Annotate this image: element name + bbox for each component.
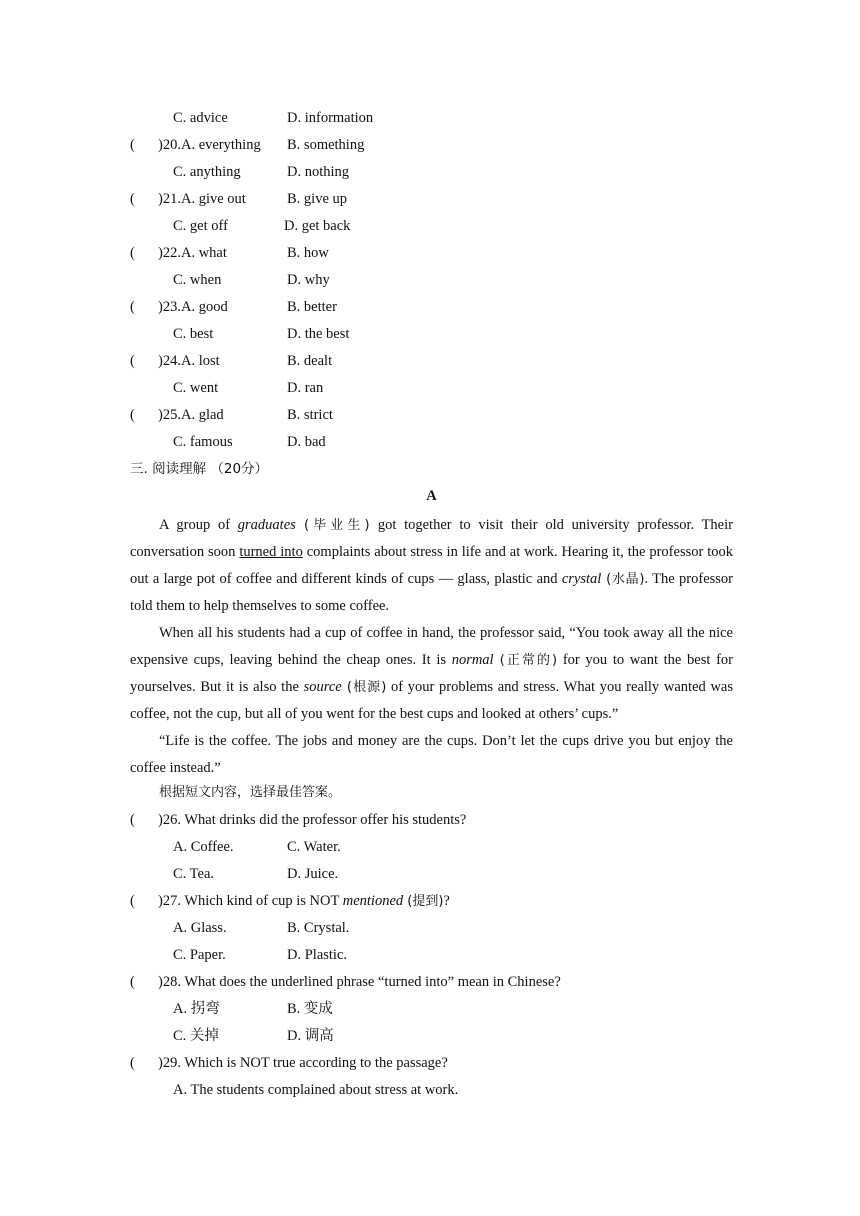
option-d: D. Plastic.: [287, 947, 348, 963]
option-b: C. Water.: [287, 839, 341, 855]
option-d: D. information: [287, 110, 374, 126]
option-a: A. glad: [180, 407, 224, 423]
question-24: [130, 350, 733, 377]
emphasized-word: graduates: [237, 517, 296, 533]
option-c: C. best: [173, 326, 214, 342]
option-c: C. advice: [173, 110, 228, 126]
question-25-options-cd: [130, 431, 733, 458]
option-a: A. lost: [180, 353, 220, 369]
option-a: A. Coffee.: [173, 839, 234, 855]
answer-blank: (: [130, 407, 135, 423]
option-b: B. give up: [287, 191, 348, 207]
q19-options-cd: [130, 107, 733, 134]
option-d: D. ran: [287, 380, 324, 396]
answer-blank: (: [130, 893, 135, 909]
question-22-options-cd: [130, 269, 733, 296]
answer-blank: (: [130, 299, 135, 315]
question-27: [130, 890, 733, 917]
question-number: )23.A. good: [158, 299, 228, 315]
option-b: B. 变成: [287, 1001, 333, 1017]
question-text: )28. What does the underlined phrase “turned into” mean in Chinese?: [158, 974, 561, 990]
option-a: A. Glass.: [173, 920, 227, 936]
question-28: [130, 971, 733, 998]
emphasized-word: source: [303, 679, 342, 695]
question-number: )25.A. glad: [158, 407, 224, 423]
option-b: B. dealt: [287, 353, 333, 369]
question-29-option-a: [130, 1079, 733, 1106]
answer-blank: (: [130, 812, 135, 828]
option-c: C. Paper.: [173, 947, 226, 963]
option-c: C. anything: [173, 164, 241, 180]
question-26-options-ab: [130, 836, 733, 863]
option-d: D. bad: [287, 434, 326, 450]
answer-blank: (: [130, 137, 135, 153]
option-a: A. everything: [180, 137, 261, 153]
question-26: [130, 809, 733, 836]
question-text: )27. Which kind of cup is NOT mentioned (提到)?: [158, 893, 450, 909]
question-number: )22.A. what: [158, 245, 227, 261]
option-c: C. get off: [173, 218, 228, 234]
option-d: D. the best: [287, 326, 350, 342]
option-d: D. nothing: [287, 164, 350, 180]
question-23: [130, 296, 733, 323]
question-22: [130, 242, 733, 269]
option-b: B. how: [287, 245, 329, 261]
option-a: A. The students complained about stress at work.: [173, 1082, 459, 1098]
option-c: C. Tea.: [173, 866, 215, 882]
option-c: C. went: [173, 380, 219, 396]
question-28-options-ab: [130, 998, 733, 1025]
question-28-options-cd: [130, 1025, 733, 1052]
question-25: [130, 404, 733, 431]
option-b: B. strict: [287, 407, 333, 423]
answer-blank: (: [130, 1055, 135, 1071]
question-text: )29. Which is NOT true according to the passage?: [158, 1055, 448, 1071]
question-29: [130, 1052, 733, 1079]
option-b: B. better: [287, 299, 337, 315]
answer-blank: (: [130, 245, 135, 261]
answer-blank: (: [130, 191, 135, 207]
instruction: 根据短文内容，选择最佳答案。: [159, 785, 342, 800]
option-b: B. something: [287, 137, 365, 153]
option-a: A. good: [180, 299, 228, 315]
option-c: C. when: [173, 272, 222, 288]
option-d: D. why: [287, 272, 330, 288]
question-20-options-cd: [130, 161, 733, 188]
question-number: )21.A. give out: [158, 191, 246, 207]
question-21: [130, 188, 733, 215]
exam-content: [130, 107, 733, 1106]
question-27-options-ab: [130, 917, 733, 944]
option-a: A. what: [180, 245, 227, 261]
passage-paragraph-1: A group of graduates (毕业生) got together to visit their old university professor. Their conversation soon turned into complaints about stress in life and at work. Hearing it, the professor took out a large pot of coffee and different kinds of cups — glass, plastic and crystal (水晶). The professor told them to help themselves to some coffee.: [130, 517, 733, 614]
option-d: D. 调高: [287, 1028, 334, 1044]
question-21-options-cd: [130, 215, 733, 242]
answer-blank: (: [130, 353, 135, 369]
option-a: A. give out: [180, 191, 246, 207]
option-c: C. famous: [173, 434, 233, 450]
question-number: )20.A. everything: [158, 137, 261, 153]
emphasized-word: crystal: [561, 571, 602, 587]
passage-paragraph-2: When all his students had a cup of coffee in hand, the professor said, “You took away all the nice expensive cups, leaving behind the cheap ones. It is normal (正常的) for you to want the best for yourselves. But it is also the source (根源) of your problems and stress. What you really wanted was coffee, not the cup, but all of you went for the best cups and looked at others’ cups.”: [130, 625, 734, 722]
option-b: B. Crystal.: [287, 920, 350, 936]
question-27-options-cd: [130, 944, 733, 971]
question-26-options-cd: [130, 863, 733, 890]
emphasized-word: normal: [451, 652, 494, 668]
passage-label: A: [426, 488, 437, 504]
answer-blank: (: [130, 974, 135, 990]
question-number: )24.A. lost: [158, 353, 220, 369]
question-text: )26. What drinks did the professor offer his students?: [158, 812, 467, 828]
section-heading: 三. 阅读理解 （20分）: [130, 461, 269, 477]
question-24-options-cd: [130, 377, 733, 404]
option-d: D. get back: [284, 218, 351, 234]
option-c: C. 关掉: [173, 1028, 219, 1044]
option-a: A. 拐弯: [173, 1001, 220, 1017]
question-23-options-cd: [130, 323, 733, 350]
question-20: [130, 134, 733, 161]
underlined-phrase: turned into: [239, 544, 303, 560]
option-d: D. Juice.: [287, 866, 339, 882]
passage-paragraph-3: “Life is the coffee. The jobs and money are the cups. Don’t let the cups drive you but enjoy the coffee instead.”: [130, 733, 733, 776]
